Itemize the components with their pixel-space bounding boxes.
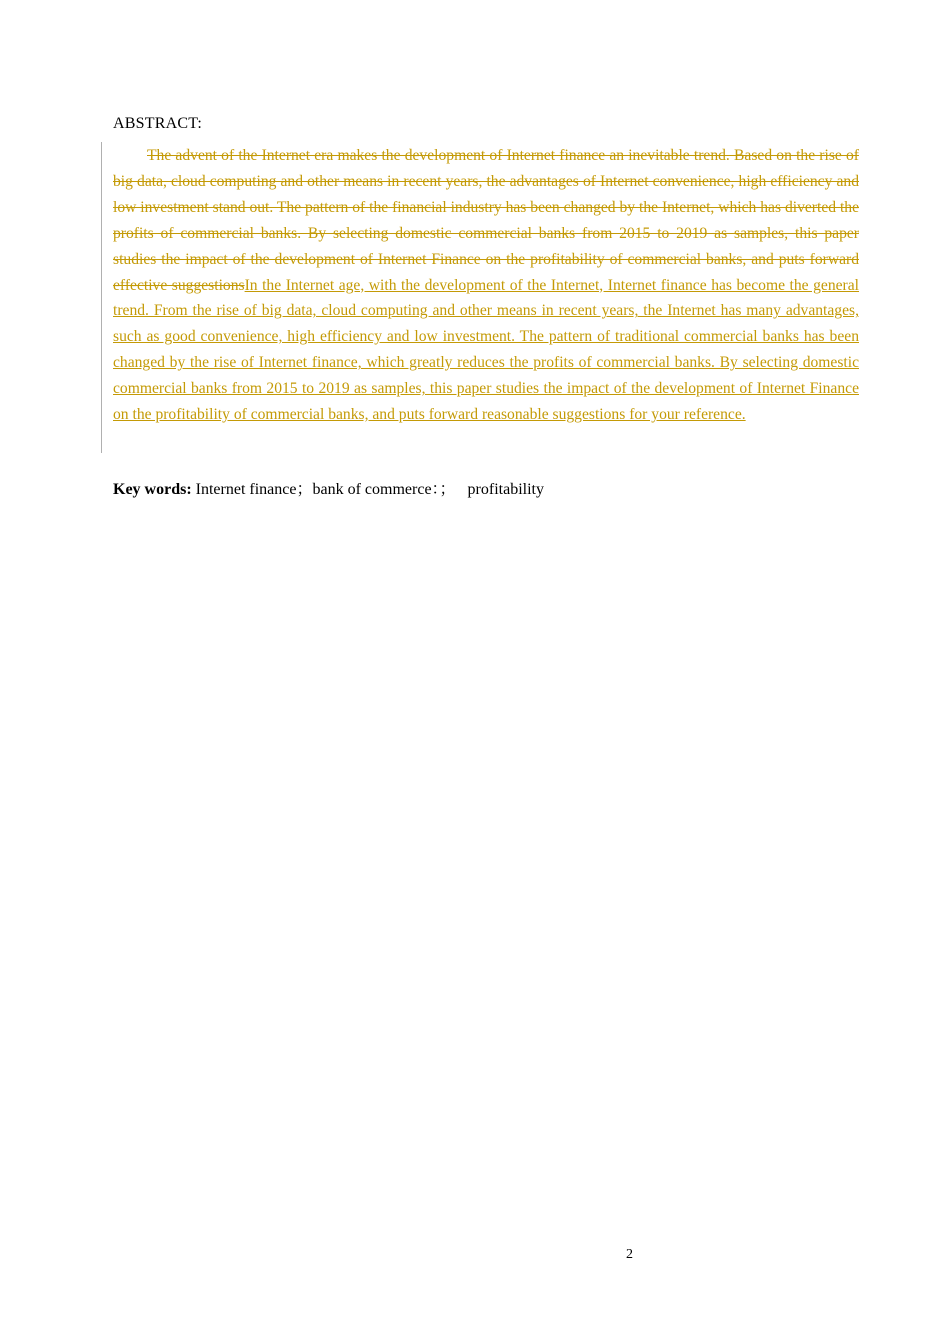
abstract-body — [113, 143, 859, 428]
tracked-change-bar — [101, 142, 102, 453]
inserted-revision-text: In the Internet age, with the development of the Internet, Internet finance has become the general trend. From the rise of big data, cloud computing and other means in recent years, the Internet has many advantages, such as good convenience, high efficiency and low investment. The pattern of traditional commercial banks has been changed by the rise of Internet finance, which greatly reduces the profits of commercial banks. By selecting domestic commercial banks from 2015 to 2019 as samples, this paper studies the impact of the development of Internet Finance on the profitability of commercial banks, and puts forward reasonable suggestions for your reference. — [113, 276, 860, 424]
keywords-value: Internet finance；bank of commerce：； profitability — [191, 481, 544, 498]
page-number: 2 — [626, 1247, 633, 1262]
abstract-heading: ABSTRACT: — [113, 115, 203, 132]
keywords-line — [113, 480, 544, 500]
deleted-revision-text: The advent of the Internet era makes the development of Internet finance an inevitable trend. Based on the rise of big data, cloud computing and other means in recent years, the advantages of Internet convenience, high efficiency and low investment stand out. The pattern of the financial industry has been changed by the Internet, which has diverted the profits of commercial banks. By selecting domestic commercial banks from 2015 to 2019 as samples, this paper studies the impact of the development of Internet Finance on the profitability of commercial banks, and puts forward effective suggestions — [113, 147, 859, 294]
keywords-label: Key words: — [113, 481, 192, 498]
